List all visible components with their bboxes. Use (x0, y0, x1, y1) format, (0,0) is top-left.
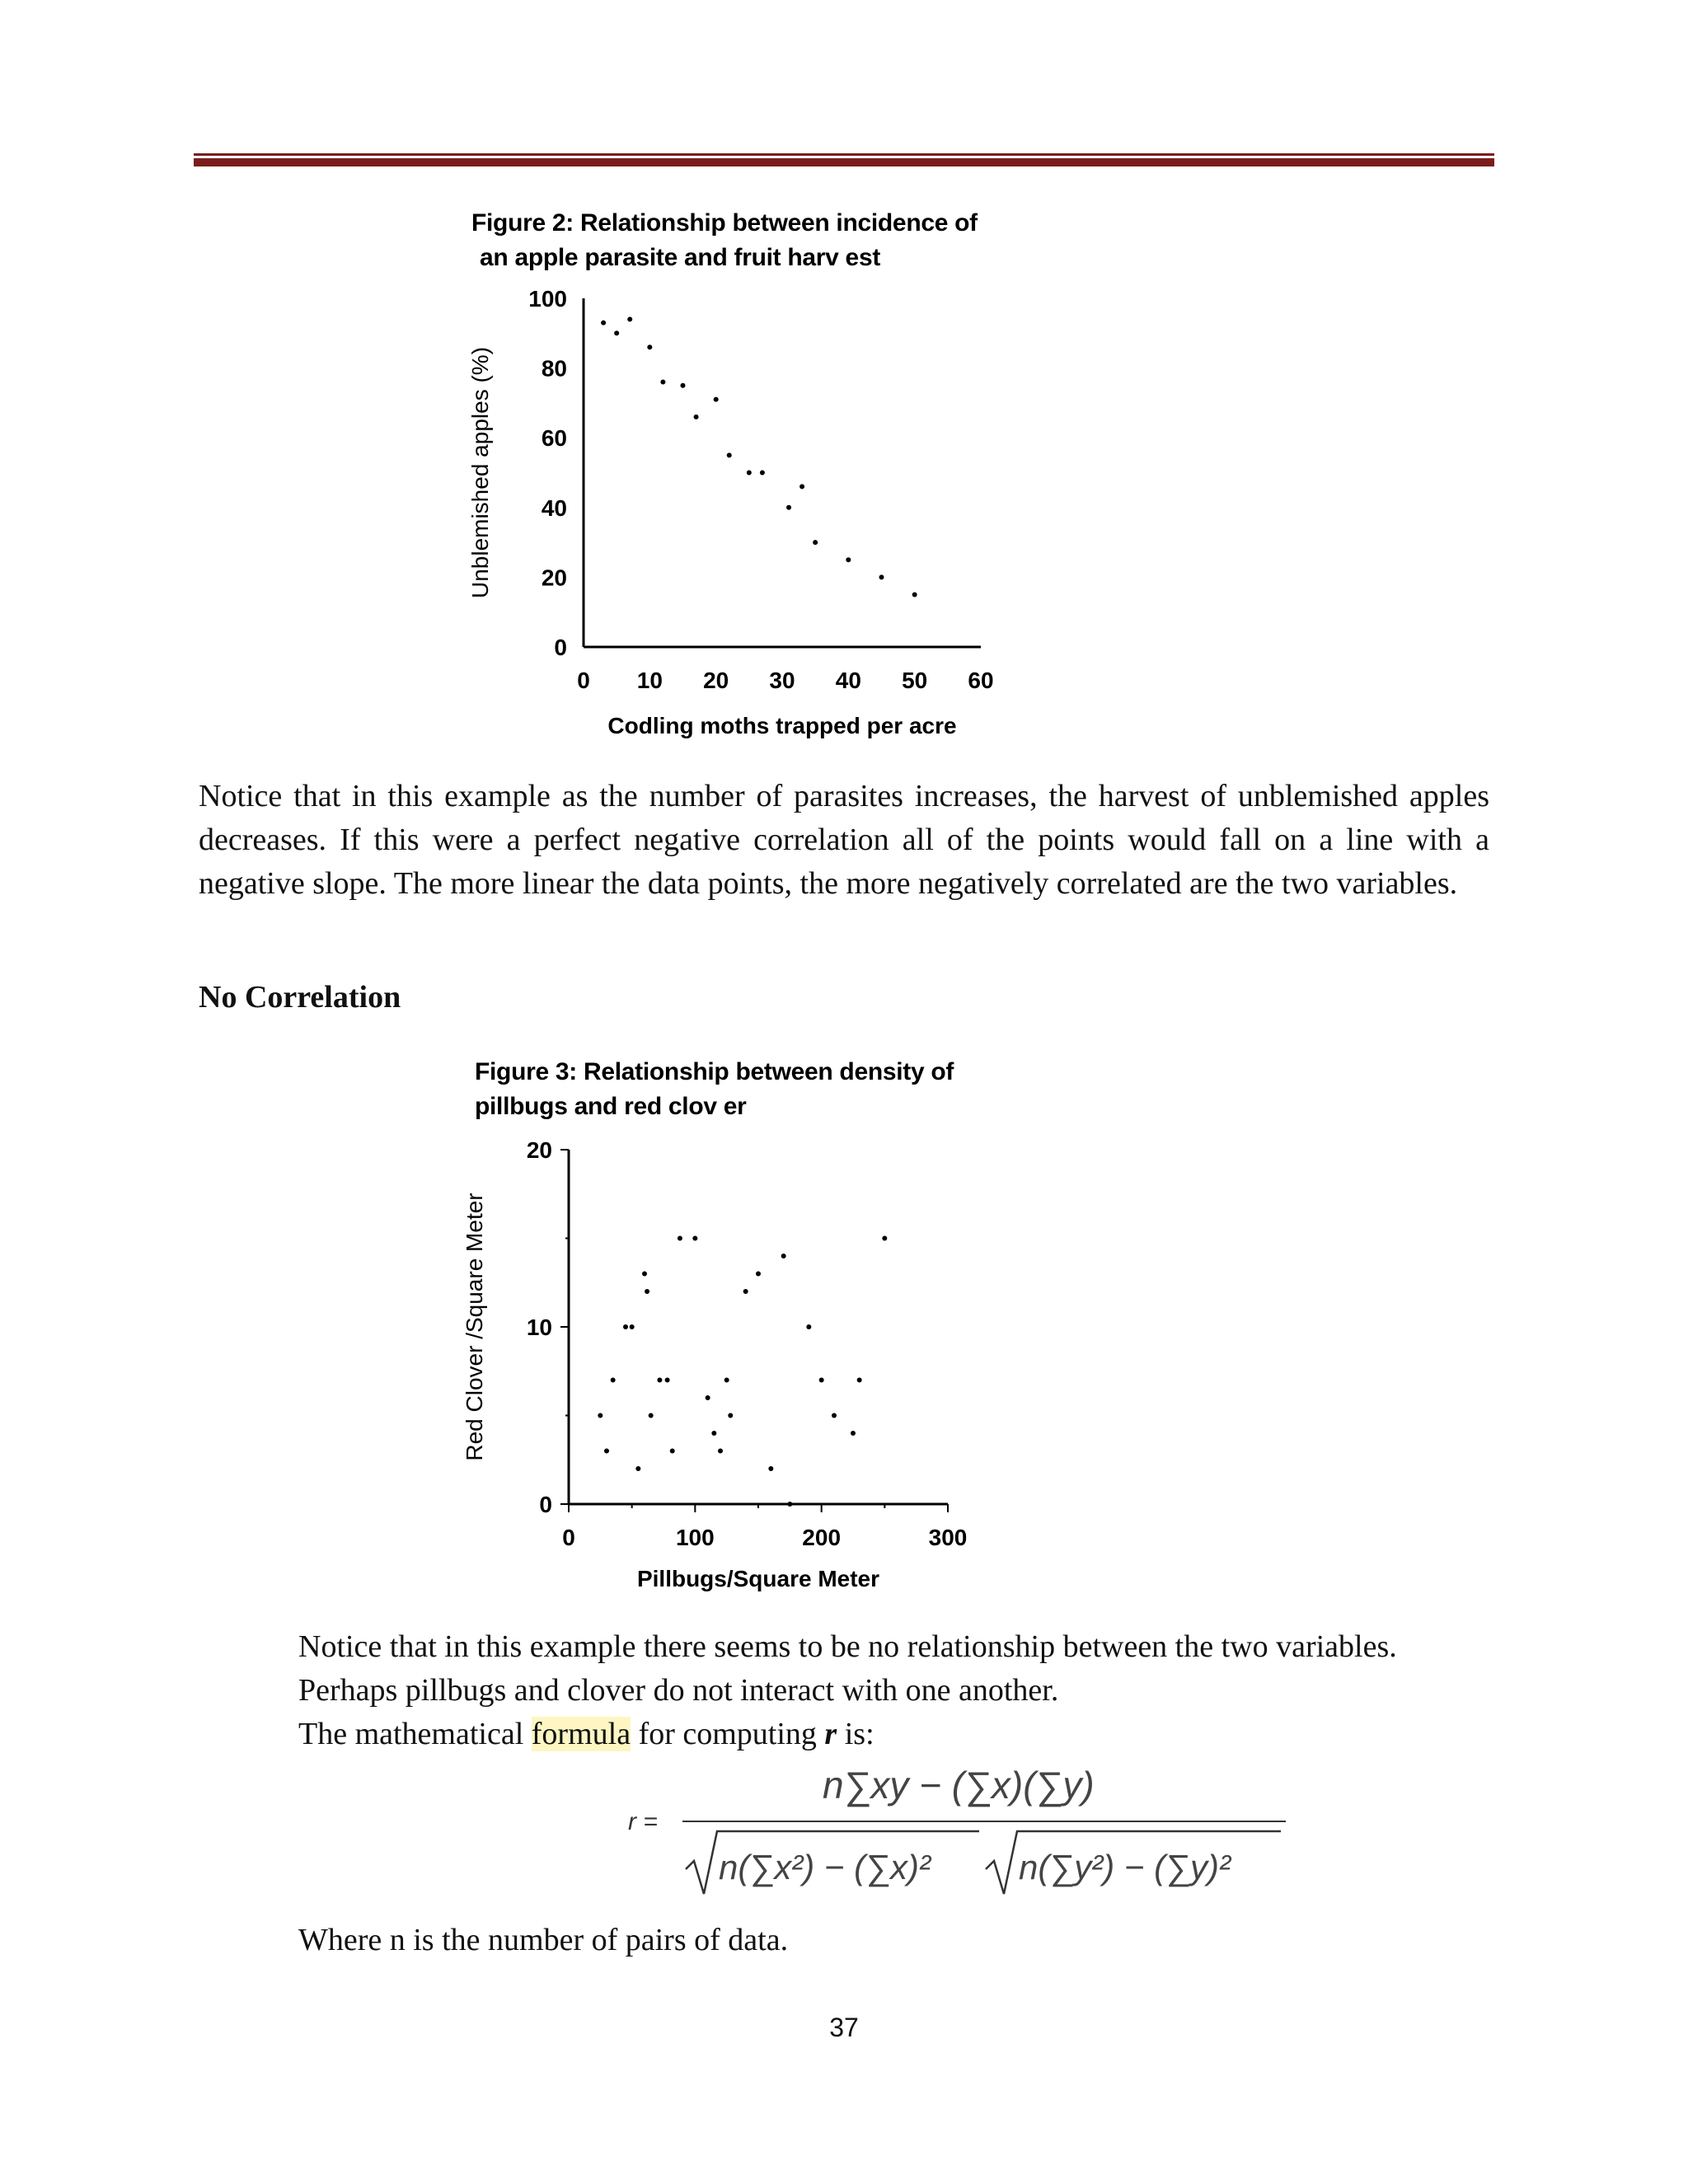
no-correlation-heading: No Correlation (199, 980, 401, 1015)
figure2-x-tick-label: 20 (703, 668, 729, 693)
figure3-point (724, 1378, 729, 1383)
figure3-point (611, 1378, 616, 1383)
figure2-y-tick-label: 80 (541, 355, 567, 382)
figure3-x-tick-label: 300 (928, 1525, 968, 1550)
figure2-point (660, 380, 665, 385)
figure3-point (882, 1236, 887, 1241)
variable-r: r (824, 1717, 837, 1751)
figure2-x-label: Codling moths trapped per acre (607, 713, 957, 738)
figure3-point (787, 1502, 792, 1507)
figure3-point (711, 1431, 716, 1436)
figure2-point (601, 321, 606, 326)
figure3-point (657, 1378, 662, 1383)
figure3-x-tick-label: 200 (802, 1525, 842, 1550)
figure2-point (813, 540, 818, 545)
figure3-x-label: Pillbugs/Square Meter (636, 1566, 880, 1591)
figure3-title (475, 1055, 954, 1124)
figure2-point (912, 593, 917, 598)
figure2-x-tick-label: 10 (636, 668, 663, 693)
figure3-title-line1: Figure 3: Relationship between density of (475, 1058, 954, 1085)
figure3-chart (457, 1129, 985, 1599)
no-relationship-line1: Notice that in this example there seems to be no relationship between the two variables. (298, 1629, 1397, 1664)
figure3-title-line2: pillbugs and red clov er (475, 1093, 747, 1120)
figure3-point (678, 1236, 682, 1241)
formula-numerator: n∑xy − (∑x)(∑y) (823, 1764, 1095, 1807)
figure3-point (743, 1289, 748, 1294)
figure2-y-label: Unblemished apples (%) (467, 346, 493, 599)
figure2-x-tick-label: 60 (968, 668, 994, 693)
figure3-y-label: Red Clover /Square Meter (462, 1193, 487, 1461)
figure3-point (851, 1431, 856, 1436)
figure2-point (681, 383, 686, 388)
figure2-title-line1: Figure 2: Relationship between incidence of (471, 209, 978, 237)
where-n-definition: Where n is the number of pairs of data. (298, 1923, 789, 1957)
figure2-y-tick-label: 20 (541, 565, 567, 591)
correlation-formula (618, 1755, 1294, 1904)
figure2-point (614, 330, 619, 335)
header-rule-thick (194, 158, 1494, 166)
figure3-point (728, 1413, 733, 1418)
figure3-x-tick-label: 0 (562, 1525, 575, 1550)
figure3-point (630, 1324, 635, 1329)
figure2-y-tick-label: 100 (528, 286, 567, 312)
figure3-point (819, 1378, 824, 1383)
figure2-title-line2: an apple parasite and fruit harv est (480, 244, 881, 271)
formula-denominator-left: n(∑x²) − (∑x)² (719, 1848, 931, 1886)
figure3-point (768, 1466, 773, 1471)
figure3-point (718, 1449, 723, 1454)
formula-intro (298, 1713, 1535, 1756)
figure2-point (879, 574, 884, 579)
figure3-point (598, 1413, 603, 1418)
figure3-point (706, 1395, 710, 1400)
figure3-point (692, 1236, 697, 1241)
figure3-point (623, 1324, 628, 1329)
figure3-point (857, 1378, 862, 1383)
figure3-point (645, 1289, 649, 1294)
no-relationship-line2: Perhaps pillbugs and clover do not interact with one another. (298, 1673, 1059, 1708)
figure2-y-tick-label: 40 (541, 494, 567, 521)
figure3-point (781, 1254, 786, 1258)
figure2-point (647, 344, 652, 349)
figure3-point (635, 1466, 640, 1471)
figure2-point (799, 484, 804, 489)
formula-intro-post: is: (837, 1717, 874, 1751)
figure2-chart (462, 280, 1006, 750)
formula-lhs: r = (628, 1808, 658, 1835)
figure2-x-tick-label: 30 (769, 668, 795, 693)
highlighted-word-formula: formula (531, 1717, 631, 1751)
page-number: 37 (829, 2013, 859, 2042)
figure2-y-tick-label: 60 (541, 425, 567, 452)
formula-intro-mid: for computing (631, 1717, 825, 1751)
figure3-point (670, 1449, 675, 1454)
figure3-point (665, 1378, 670, 1383)
figure2-point (627, 316, 632, 321)
figure2-title (471, 206, 978, 275)
figure2-point (786, 505, 791, 510)
figure3-y-tick-label: 10 (526, 1315, 552, 1340)
figure2-point (747, 471, 752, 476)
figure2-point (694, 415, 699, 419)
figure2-y-tick-label: 0 (554, 635, 567, 660)
formula-intro-pre: The mathematical (298, 1717, 532, 1751)
figure2-x-tick-label: 40 (835, 668, 861, 693)
figure3-point (604, 1449, 609, 1454)
figure2-point (727, 452, 732, 457)
figure3-point (756, 1272, 761, 1277)
figure3-x-tick-label: 100 (675, 1525, 715, 1550)
figure2-x-tick-label: 50 (902, 668, 928, 693)
figure3-point (806, 1324, 811, 1329)
formula-denominator-right: n(∑y²) − (∑y)² (1019, 1848, 1231, 1886)
figure2-x-tick-label: 0 (577, 668, 590, 693)
figure3-point (649, 1413, 654, 1418)
figure3-y-tick-label: 20 (526, 1137, 552, 1163)
negative-correlation-paragraph: Notice that in this example as the number of parasites increases, the harvest of unblemished apples decreases. If this were a perfect negative correlation all of the points would fall on a line with a negative slope. The more linear the data points, the more negatively correlated are the two variables. (199, 779, 1489, 901)
header-rule-thin (194, 153, 1494, 156)
figure3-point (832, 1413, 837, 1418)
figure2-point (714, 397, 719, 402)
figure2-point (846, 557, 851, 562)
figure3-point (642, 1272, 647, 1277)
figure3-y-tick-label: 0 (539, 1492, 552, 1517)
figure2-point (760, 471, 765, 476)
